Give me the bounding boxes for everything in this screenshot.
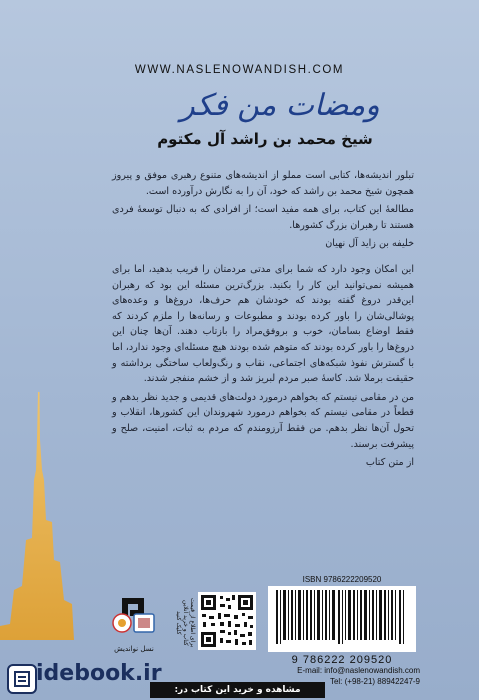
barcode-icon	[268, 586, 416, 652]
watermark-text[interactable]: idebook.ir	[36, 661, 162, 686]
paragraph-excerpt-2: من در مقامی نیستم که بخواهم درمورد دولت‌های قدیمی و جدید نظر بدهم و قطعاً در مقامی نیستم که بخواهم درمورد شهروندان این کشورها، انقلاب و تحول آن‌ها نظر بدهم. من فقط آرزومندم که مردم به ثبات، امنیت، صلح و پیشرفت برسند.	[112, 391, 414, 450]
publisher-name: نسل نواندیش	[114, 645, 154, 653]
endorsement-attribution: خلیفه بن زاید آل نهیان	[325, 238, 414, 250]
qr-code-icon[interactable]	[198, 592, 256, 650]
excerpt-attribution: از متن کتاب	[365, 457, 414, 469]
isbn-label: ISBN 9786222209520	[302, 575, 382, 584]
publisher-url: WWW.NASLENOWANDISH.COM	[134, 64, 345, 76]
contact-bar	[150, 666, 420, 700]
paragraph-endorsement: مطالعهٔ این کتاب، برای همه مفید است؛ از افرادی که به دنبال توسعهٔ فردی هستند تا رهبران بزرگ کشورها.	[112, 204, 414, 231]
contact-phone: Tel: (+98-21) 88942247-9	[329, 677, 420, 686]
contact-email[interactable]: E-mail: info@naslenowandish.com	[297, 666, 420, 675]
book-title: ومضات من فکر	[180, 88, 380, 123]
description-text	[112, 168, 414, 481]
buy-banner[interactable]: مشاهده و خرید این کتاب در:	[150, 682, 325, 698]
paragraph-excerpt: این امکان وجود دارد که شما برای مدتی مردمتان را فریب بدهید، اما برای همیشه نمی‌توانید این کار را بکنید. بزرگ‌ترین مسئله این بود که رهبران این‌قدر دروغ گفته بودند که خودشان هم حرف‌ها، دروغ‌ها و وعده‌های پوشالی‌شان را باور کرده بودند و مطبوعات و رسانه‌ها را ملزم کردند که فقط اوضاع بسامان، خوب و بروفق‌مراد را بازتاب دهند. آن‌ها چنان این دروغ‌ها را باور کرده بودند که متوهم شده بودند هیچ مسئله‌ای وجود ندارد، اما با گسترش نفوذ شبکه‌های اجتماعی، نقاب و رنگ‌ولعاب ساختگی برداشته و حقیقت برملا شد. کاسهٔ صبر مردم لبریز شد و از خشم منفجر شدند.	[112, 263, 414, 385]
award-badges-icon	[106, 603, 162, 643]
book-author: شیخ محمد بن راشد آل مکتوم	[157, 130, 373, 148]
qr-caption: برای اطلاع از قیمت کتاب و خرید آنلاین کلیک کنید	[175, 598, 196, 648]
barcode-number: 9 786222 209520	[291, 654, 393, 666]
paragraph-intro: تبلور اندیشه‌ها، کتابی است مملو از اندیشه‌های متنوع رهبری موفق و پیروز همچون شیخ محمد بن راشد که خود، آن را به نگارش درآورده است.	[112, 170, 414, 197]
